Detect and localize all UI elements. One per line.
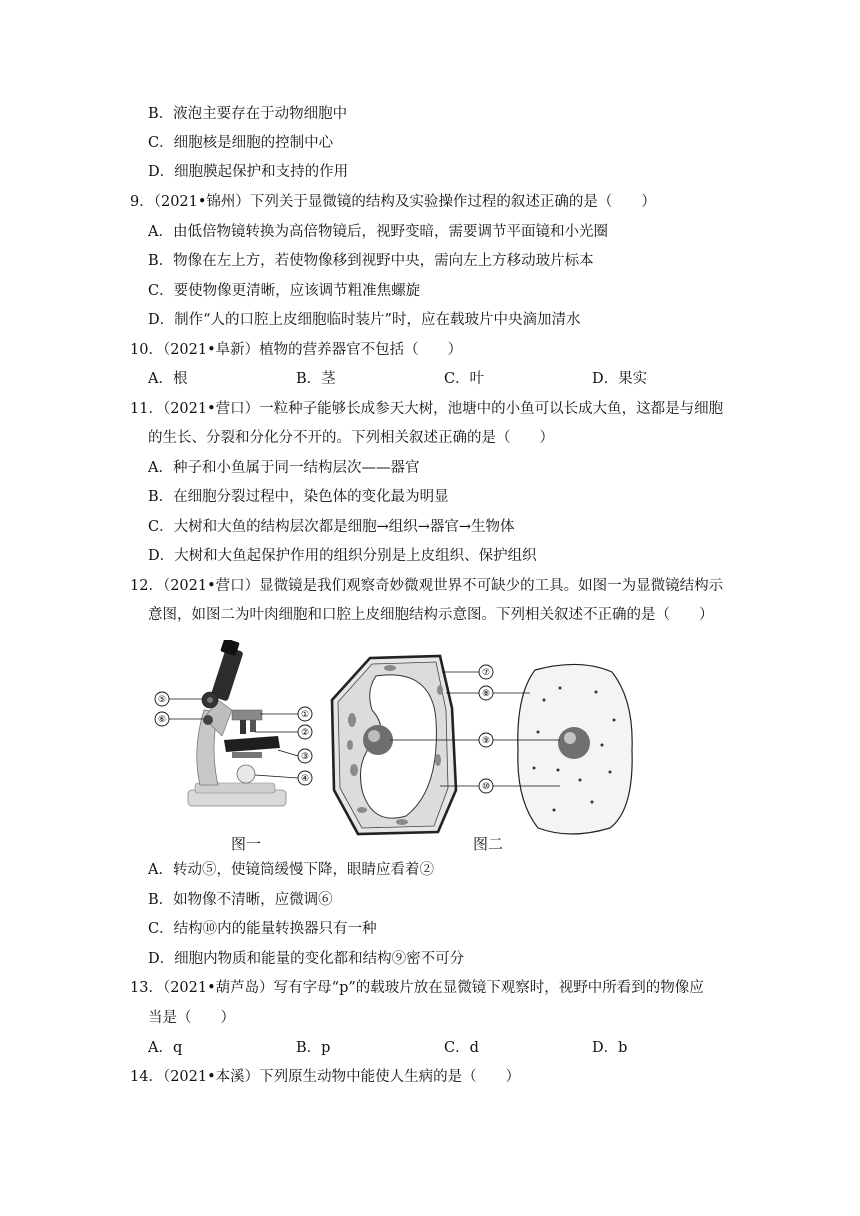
microscope-illustration [188, 640, 286, 806]
label-7-marker [442, 665, 493, 679]
q12-option-c: C．结构⑩内的能量转换器只有一种 [148, 921, 377, 937]
label-9-text: ⑨ [481, 736, 491, 746]
q10-option-c: C．叶 [444, 371, 485, 387]
q13-stem-line1: 13．（2021•葫芦岛）写有字母“p”的载玻片放在显微镜下观察时，视野中所看到的物像应 [130, 980, 704, 996]
q12-option-a: A．转动⑤，使镜筒缓慢下降，眼睛应看着② [148, 862, 434, 878]
q12-stem-line1: 12．（2021•营口）显微镜是我们观察奇妙微观世界不可缺少的工具。如图一为显微镜结构示 [130, 578, 724, 594]
figure-2-caption: 图二 [473, 835, 504, 853]
q12-stem-line2: 意图，如图二为叶肉细胞和口腔上皮细胞结构示意图。下列相关叙述不正确的是（ ） [148, 607, 714, 623]
q9-option-c: C．要使物像更清晰，应该调节粗准焦螺旋 [148, 283, 421, 299]
q13-option-c: C．d [444, 1040, 479, 1056]
q9-option-a: A．由低倍物镜转换为高倍物镜后，视野变暗，需要调节平面镜和小光圈 [148, 224, 608, 240]
q9-option-d: D．制作“人的口腔上皮细胞临时装片”时，应在载玻片中央滴加清水 [148, 312, 581, 328]
q13-option-a: A．q [148, 1040, 183, 1056]
label-10-text: ⑩ [481, 782, 491, 792]
label-3-text: ③ [300, 752, 310, 762]
q9-stem: 9．（2021•锦州）下列关于显微镜的结构及实验操作过程的叙述正确的是（ ） [130, 194, 656, 210]
q10-option-b: B．茎 [296, 371, 336, 387]
q10-option-a: A．根 [148, 371, 188, 387]
label-2-marker [255, 725, 312, 739]
label-5-text: ⑤ [157, 695, 167, 705]
label-3-marker [278, 749, 312, 763]
q13-option-d: D．b [592, 1040, 628, 1056]
q13-option-b: B．p [296, 1040, 331, 1056]
q11-option-d: D．大树和大鱼起保护作用的组织分别是上皮组织、保护组织 [148, 548, 537, 564]
q13-stem-line2: 当是（ ） [148, 1010, 235, 1026]
q12-figure [140, 640, 700, 855]
label-7-text: ⑦ [481, 668, 491, 678]
q11-stem-line1: 11．（2021•营口）一粒种子能够长成参天大树，池塘中的小鱼可以长成大鱼，这都是与细胞 [130, 401, 724, 417]
q11-option-a: A．种子和小鱼属于同一结构层次——器官 [148, 460, 420, 476]
label-2-text: ② [300, 728, 310, 738]
q11-stem-line2: 的生长、分裂和分化分不开的。下列相关叙述正确的是（ ） [148, 430, 554, 446]
label-6-marker [155, 712, 203, 726]
q12-option-d: D．细胞内物质和能量的变化都和结构⑨密不可分 [148, 951, 465, 967]
label-8-text: ⑧ [481, 689, 491, 699]
q8-option-d: D．细胞膜起保护和支持的作用 [148, 164, 349, 180]
q10-stem: 10．（2021•阜新）植物的营养器官不包括（ ） [130, 342, 463, 358]
label-6-text: ⑥ [157, 715, 167, 725]
plant-cell-illustration [332, 656, 456, 834]
q12-option-b: B．如物像不清晰，应微调⑥ [148, 892, 333, 908]
microscope-labels [155, 692, 312, 785]
label-1-text: ① [300, 710, 310, 720]
animal-cell-illustration [518, 664, 632, 834]
figure-1-caption: 图一 [231, 835, 262, 853]
q11-option-c: C．大树和大鱼的结构层次都是细胞→组织→器官→生物体 [148, 519, 515, 535]
label-8-marker [446, 686, 530, 700]
q9-option-b: B．物像在左上方，若使物像移到视野中央，需向左上方移动玻片标本 [148, 253, 594, 269]
label-1-marker [260, 707, 312, 721]
q12-figure-svg [140, 640, 700, 855]
q10-option-d: D．果实 [592, 371, 648, 387]
label-4-text: ④ [300, 774, 310, 784]
label-5-marker [155, 692, 202, 706]
q14-stem: 14．（2021•本溪）下列原生动物中能使人生病的是（ ） [130, 1069, 521, 1085]
q11-option-b: B．在细胞分裂过程中，染色体的变化最为明显 [148, 489, 449, 505]
q8-option-b: B．液泡主要存在于动物细胞中 [148, 106, 348, 122]
q8-option-c: C．细胞核是细胞的控制中心 [148, 135, 334, 151]
